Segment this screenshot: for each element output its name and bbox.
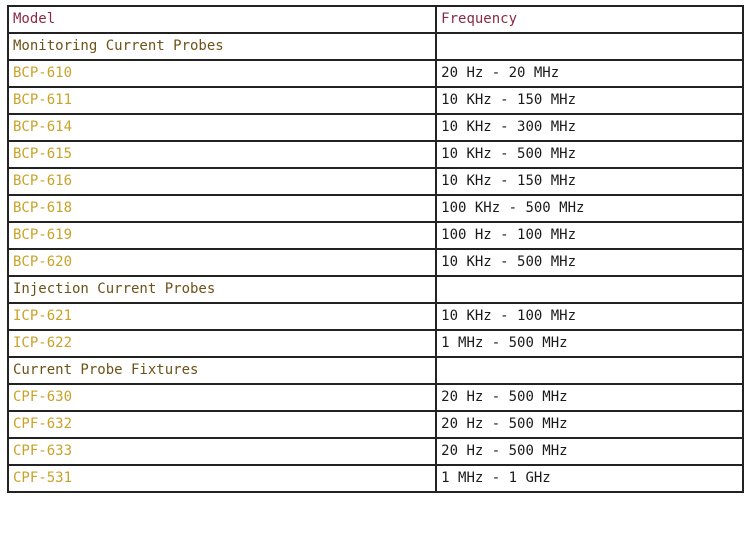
frequency-cell: 100 Hz - 100 MHz bbox=[436, 222, 743, 249]
group-row bbox=[8, 276, 743, 303]
frequency-cell: 10 KHz - 500 MHz bbox=[436, 249, 743, 276]
group-row bbox=[8, 357, 743, 384]
model-cell: BCP-619 bbox=[8, 222, 436, 249]
model-cell: CPF-632 bbox=[8, 411, 436, 438]
frequency-column-header: Frequency bbox=[436, 6, 743, 33]
table-row bbox=[8, 465, 743, 492]
frequency-cell: 20 Hz - 500 MHz bbox=[436, 438, 743, 465]
model-cell: BCP-618 bbox=[8, 195, 436, 222]
frequency-cell: 100 KHz - 500 MHz bbox=[436, 195, 743, 222]
table-row bbox=[8, 303, 743, 330]
table-body bbox=[8, 6, 743, 492]
frequency-cell: 1 MHz - 500 MHz bbox=[436, 330, 743, 357]
table-row bbox=[8, 438, 743, 465]
model-cell: BCP-610 bbox=[8, 60, 436, 87]
model-cell: CPF-630 bbox=[8, 384, 436, 411]
table-row bbox=[8, 330, 743, 357]
probe-frequency-table bbox=[7, 5, 744, 493]
model-cell: BCP-611 bbox=[8, 87, 436, 114]
frequency-cell: 10 KHz - 150 MHz bbox=[436, 168, 743, 195]
group-title: Current Probe Fixtures bbox=[8, 357, 436, 384]
frequency-cell: 20 Hz - 500 MHz bbox=[436, 411, 743, 438]
table-row bbox=[8, 114, 743, 141]
group-title: Injection Current Probes bbox=[8, 276, 436, 303]
frequency-cell: 10 KHz - 300 MHz bbox=[436, 114, 743, 141]
table-row bbox=[8, 141, 743, 168]
table-row bbox=[8, 411, 743, 438]
frequency-cell: 10 KHz - 150 MHz bbox=[436, 87, 743, 114]
frequency-cell: 20 Hz - 500 MHz bbox=[436, 384, 743, 411]
header-row bbox=[8, 6, 743, 33]
frequency-cell: 10 KHz - 500 MHz bbox=[436, 141, 743, 168]
table-row bbox=[8, 60, 743, 87]
group-empty-cell bbox=[436, 357, 743, 384]
model-cell: CPF-633 bbox=[8, 438, 436, 465]
table-row bbox=[8, 249, 743, 276]
frequency-cell: 10 KHz - 100 MHz bbox=[436, 303, 743, 330]
group-row bbox=[8, 33, 743, 60]
group-empty-cell bbox=[436, 33, 743, 60]
table-row bbox=[8, 168, 743, 195]
table-row bbox=[8, 384, 743, 411]
model-cell: ICP-621 bbox=[8, 303, 436, 330]
frequency-cell: 1 MHz - 1 GHz bbox=[436, 465, 743, 492]
model-cell: BCP-615 bbox=[8, 141, 436, 168]
table-row bbox=[8, 222, 743, 249]
model-cell: CPF-531 bbox=[8, 465, 436, 492]
group-title: Monitoring Current Probes bbox=[8, 33, 436, 60]
frequency-cell: 20 Hz - 20 MHz bbox=[436, 60, 743, 87]
group-empty-cell bbox=[436, 276, 743, 303]
model-cell: BCP-616 bbox=[8, 168, 436, 195]
table-row bbox=[8, 195, 743, 222]
model-column-header: Model bbox=[8, 6, 436, 33]
model-cell: BCP-620 bbox=[8, 249, 436, 276]
model-cell: BCP-614 bbox=[8, 114, 436, 141]
table-row bbox=[8, 87, 743, 114]
model-cell: ICP-622 bbox=[8, 330, 436, 357]
